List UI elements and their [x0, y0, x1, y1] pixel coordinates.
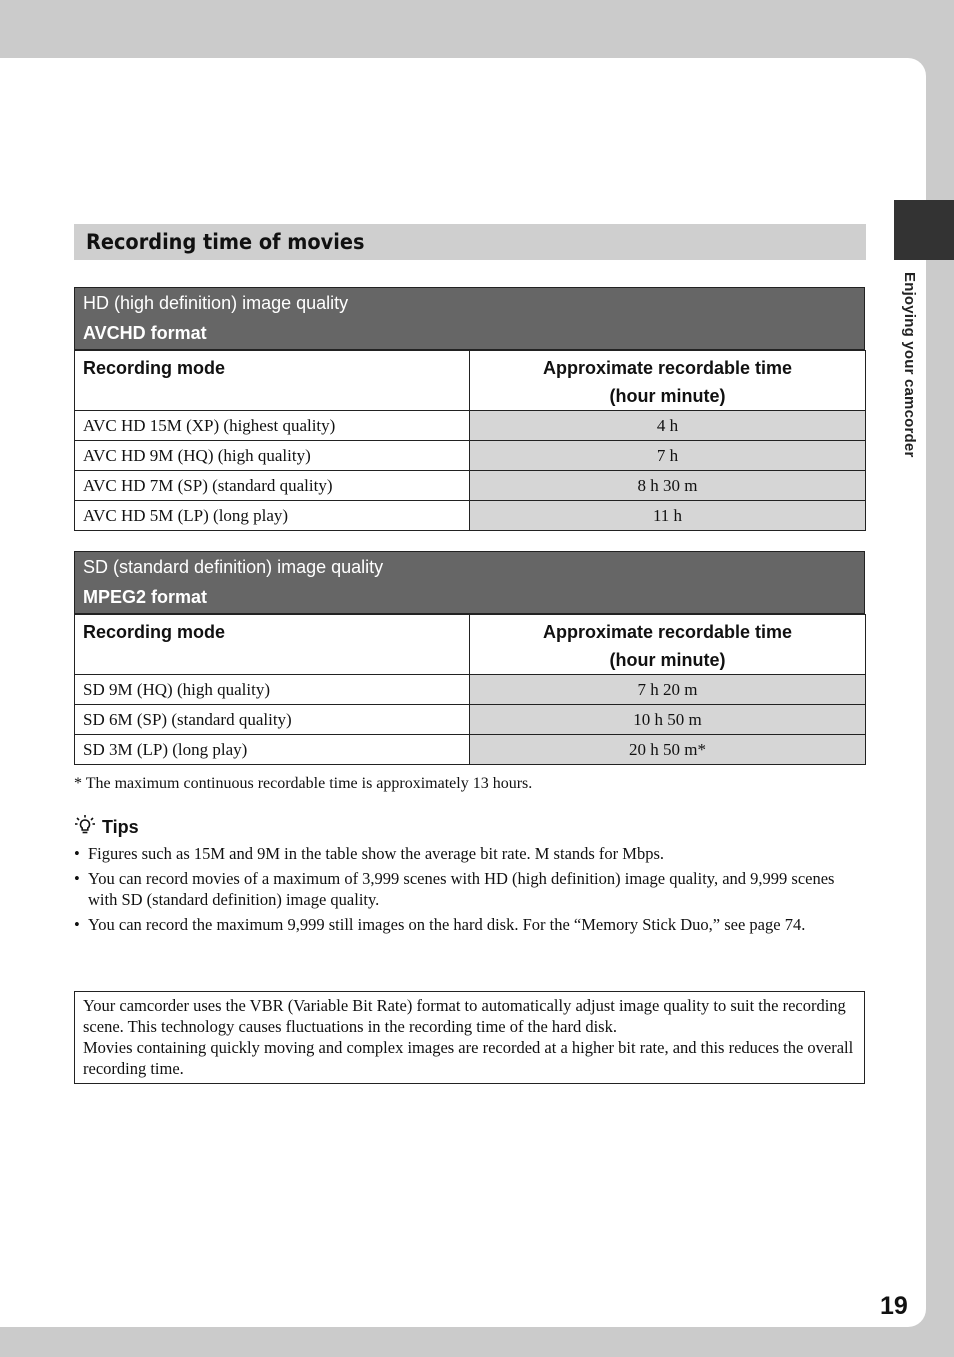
tips-title: Tips: [102, 817, 139, 837]
table-row: [75, 501, 866, 531]
table-row: [75, 675, 866, 705]
tips-list: [74, 843, 864, 939]
hd-col-mode: Recording mode: [75, 351, 470, 411]
tip-text: Figures such as 15M and 9M in the table show the average bit rate. M stands for Mbps.: [88, 844, 665, 863]
sd-column-header-row: [75, 615, 866, 675]
mode-cell: AVC HD 15M (XP) (highest quality): [75, 411, 470, 441]
tips-heading: [74, 814, 139, 841]
mode-cell: SD 3M (LP) (long play): [75, 735, 470, 765]
mode-cell: SD 9M (HQ) (high quality): [75, 675, 470, 705]
list-item: [74, 914, 864, 935]
sd-col-time-line2: (hour minute): [609, 650, 726, 670]
section-title-text: Recording time of movies: [86, 230, 365, 254]
page-number: 19: [880, 1292, 908, 1320]
section-title: [74, 224, 866, 260]
mode-cell: AVC HD 9M (HQ) (high quality): [75, 441, 470, 471]
sd-table-body: [74, 614, 866, 765]
bullet: •: [74, 869, 80, 888]
time-cell: 10 h 50 m: [470, 705, 866, 735]
note-paragraph-2: Movies containing quickly moving and complex images are recorded at a higher bit rate, and this reduces the overall recording time.: [83, 1038, 854, 1078]
time-cell: 7 h 20 m: [470, 675, 866, 705]
mode-cell: AVC HD 7M (SP) (standard quality): [75, 471, 470, 501]
table-footnote: * The maximum continuous recordable time is approximately 13 hours.: [74, 775, 533, 792]
list-item: [74, 868, 864, 910]
time-cell: 20 h 50 m*: [470, 735, 866, 765]
hd-col-time-line2: (hour minute): [609, 386, 726, 406]
lightbulb-icon: [74, 814, 96, 841]
hd-column-header-row: [75, 351, 866, 411]
table-row: [75, 705, 866, 735]
hd-col-time-line1: Approximate recordable time: [542, 358, 793, 378]
list-item: [74, 843, 864, 864]
table-row: [75, 411, 866, 441]
hd-quality-label: HD (high definition) image quality: [83, 293, 349, 313]
bullet: •: [74, 915, 80, 934]
mode-cell: AVC HD 5M (LP) (long play): [75, 501, 470, 531]
chapter-side-label: Enjoying your camcorder: [901, 272, 918, 458]
hd-col-time: [470, 351, 866, 411]
note-paragraph-1: Your camcorder uses the VBR (Variable Bit Rate) format to automatically adjust image quality to suit the recording scene. This technology causes fluctuations in the recording time of the hard disk.: [83, 996, 846, 1036]
mode-cell: SD 6M (SP) (standard quality): [75, 705, 470, 735]
table-row: [75, 441, 866, 471]
bullet: •: [74, 844, 80, 863]
table-row: [75, 471, 866, 501]
sd-col-mode: Recording mode: [75, 615, 470, 675]
hd-format-label: AVCHD format: [83, 323, 207, 343]
chapter-tab-marker: [894, 200, 954, 260]
sd-col-time-line1: Approximate recordable time: [542, 622, 793, 642]
hd-table-header: [74, 287, 865, 350]
hd-table-body: [74, 350, 866, 531]
vbr-note-box: [74, 991, 865, 1084]
tip-text: You can record movies of a maximum of 3,999 scenes with HD (high definition) image quality, and 9,999 scenes with SD (standard definition) image quality.: [88, 869, 835, 909]
table-row: [75, 735, 866, 765]
sd-quality-label: SD (standard definition) image quality: [83, 557, 384, 577]
sd-col-time: [470, 615, 866, 675]
tip-text: You can record the maximum 9,999 still images on the hard disk. For the “Memory Stick Duo,” see page 74.: [88, 915, 806, 934]
time-cell: 7 h: [470, 441, 866, 471]
time-cell: 8 h 30 m: [470, 471, 866, 501]
time-cell: 4 h: [470, 411, 866, 441]
sd-format-label: MPEG2 format: [83, 587, 208, 607]
sd-recording-table: [74, 551, 865, 765]
time-cell: 11 h: [470, 501, 866, 531]
hd-recording-table: [74, 287, 865, 531]
sd-table-header: [74, 551, 865, 614]
